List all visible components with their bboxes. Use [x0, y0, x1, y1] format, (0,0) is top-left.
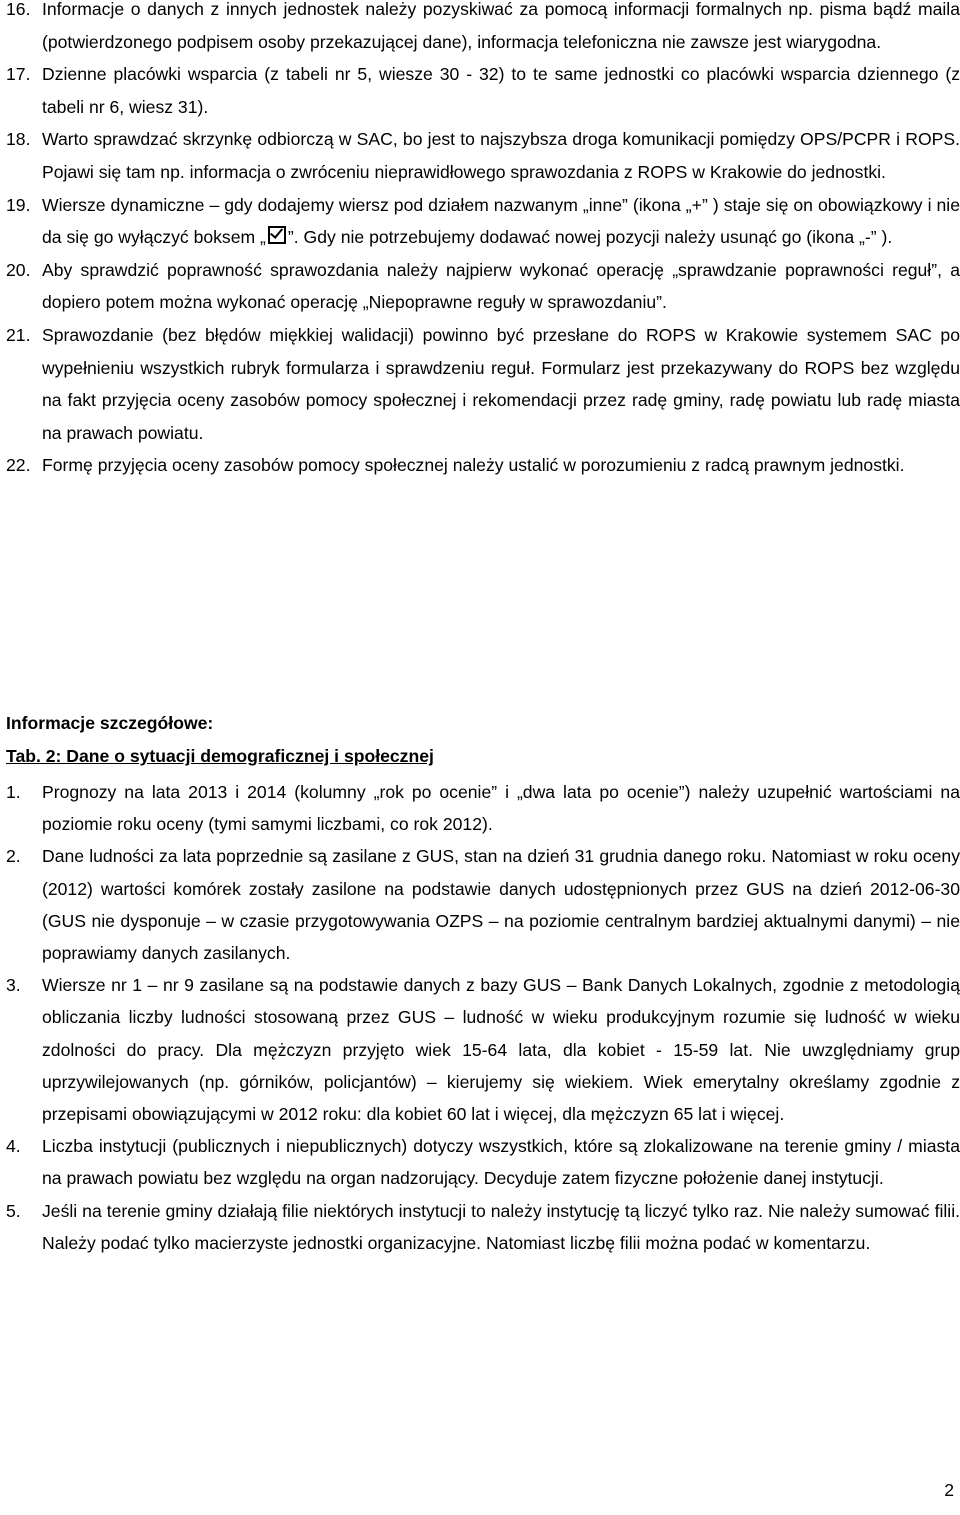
item-number: 17. [6, 64, 31, 85]
list-item [6, 449, 960, 482]
item-text: Warto sprawdzać skrzynkę odbiorczą w SAC, bo jest to najszybsza droga komunikacji pomiędzy OPS/PCPR i ROPS. Pojawi się tam np. informacja o zwróceniu nieprawidłowego sprawozdania z ROPS w Krakowie do jednostki. [42, 129, 960, 182]
item-number: 19. [6, 194, 31, 215]
item-number: 16. [6, 0, 31, 19]
checkbox-icon [268, 226, 286, 244]
list-item [6, 840, 960, 969]
list-item [6, 189, 960, 254]
table-title: Tab. 2: Dane o sytuacji demograficznej i społecznej [6, 746, 434, 766]
list-item [6, 254, 960, 319]
notes-list [6, 0, 960, 482]
table-notes-list [6, 776, 960, 1259]
item-number: 18. [6, 129, 31, 150]
list-item [6, 969, 960, 1130]
item-text-a: Wiersze dynamiczne – gdy dodajemy wiersz pod działem nazwanym „inne” (ikona „+” ) staje się on obowiązkowy i nie da się go wyłączyć boksem „ [42, 194, 960, 248]
item-number: 20. [6, 259, 31, 280]
item-text: Prognozy na lata 2013 i 2014 (kolumny „rok po ocenie” i „dwa lata po ocenie”) należy uzupełnić wartościami na poziomie roku oceny (tymi samymi liczbami, co rok 2012). [42, 782, 960, 835]
page-number: 2 [944, 1480, 954, 1500]
item-text: Liczba instytucji (publicznych i niepublicznych) dotyczy wszystkich, które są zlokalizowane na terenie gminy / miasta na prawach powiatu bez względu na organ nadzorujący. Decyduje zatem fizyczne położenie danej instytucji. [42, 1136, 960, 1189]
item-text: Formę przyjęcia oceny zasobów pomocy społecznej należy ustalić w porozumieniu z radcą prawnym jednostki. [42, 455, 905, 476]
item-text: Aby sprawdzić poprawność sprawozdania należy najpierw wykonać operację „sprawdzanie poprawności reguł”, a dopiero potem można wykonać operację „Niepoprawne reguły w sprawozdaniu”. [42, 259, 960, 313]
item-number: 3. [6, 975, 21, 996]
section-heading: Informacje szczegółowe: [6, 713, 214, 733]
item-text: Dane ludności za lata poprzednie są zasilane z GUS, stan na dzień 31 grudnia danego roku. Natomiast w roku oceny (2012) wartości komórek zostały zasilone na podstawie danych udostępnionych przez GUS na dzień 2012-06-30 (GUS nie dysponuje – w czasie przygotowywania OZPS – na poziomie centralnym bardziej aktualnymi danymi) – nie poprawiamy danych zasilanych. [42, 846, 960, 964]
list-item [6, 1195, 960, 1259]
item-text: Sprawozdanie (bez błędów miękkiej walidacji) powinno być przesłane do ROPS w Krakowie systemem SAC po wypełnieniu wszystkich rubryk formularza i sprawdzeniu reguł. Formularz jest przekazywany do ROPS bez względu na fakt przyjęcia oceny zasobów pomocy społecznej i rekomendacji przez radę gminy, radę powiatu lub radę miasta na prawach powiatu. [42, 324, 960, 443]
list-item [6, 319, 960, 449]
item-number: 5. [6, 1200, 21, 1221]
list-item [6, 123, 960, 188]
item-text-b: ”. Gdy nie potrzebujemy dodawać nowej pozycji należy usunąć go (ikona „-” ). [287, 227, 893, 248]
list-item [6, 0, 960, 58]
item-number: 1. [6, 782, 21, 802]
item-number: 4. [6, 1136, 21, 1157]
list-item [6, 776, 960, 840]
item-text: Informacje o danych z innych jednostek należy pozyskiwać za pomocą informacji formalnych np. pisma bądź maila (potwierdzonego podpisem osoby przekazującej dane), informacja telefoniczna nie zawsze jest wiarygodna. [42, 0, 960, 52]
item-text: Jeśli na terenie gminy działają filie niektórych instytucji to należy instytucję tą liczyć tylko raz. Nie należy sumować filii. Należy podać tylko macierzyste jednostki organizacyjne. Natomiast liczbę filii można podać w komentarzu. [42, 1200, 960, 1253]
item-number: 22. [6, 455, 31, 476]
item-number: 2. [6, 846, 21, 867]
item-text: Wiersze nr 1 – nr 9 zasilane są na podstawie danych z bazy GUS – Bank Danych Lokalnych, zgodnie z metodologią obliczania liczby ludności stosowaną przez GUS – ludność w wieku produkcyjnym rozumie się ludność w wieku zdolności do pracy. Dla mężczyzn przyjęto wiek 15-64 lata, dla kobiet - 15-59 lat. Nie uwzględniamy grup uprzywilejowanych (np. górników, policjantów) – kierujemy się wiekiem. Wiek emerytalny określamy zgodnie z przepisami obowiązującymi w 2012 roku: dla kobiet 60 lat i więcej, dla mężczyzn 65 lat i więcej. [42, 975, 960, 1125]
item-text: Dzienne placówki wsparcia (z tabeli nr 5, wiesze 30 - 32) to te same jednostki co placówki wsparcia dziennego (z tabeli nr 6, wiesz 31). [42, 64, 960, 117]
list-item [6, 1130, 960, 1194]
item-number: 21. [6, 324, 31, 345]
list-item [6, 58, 960, 123]
